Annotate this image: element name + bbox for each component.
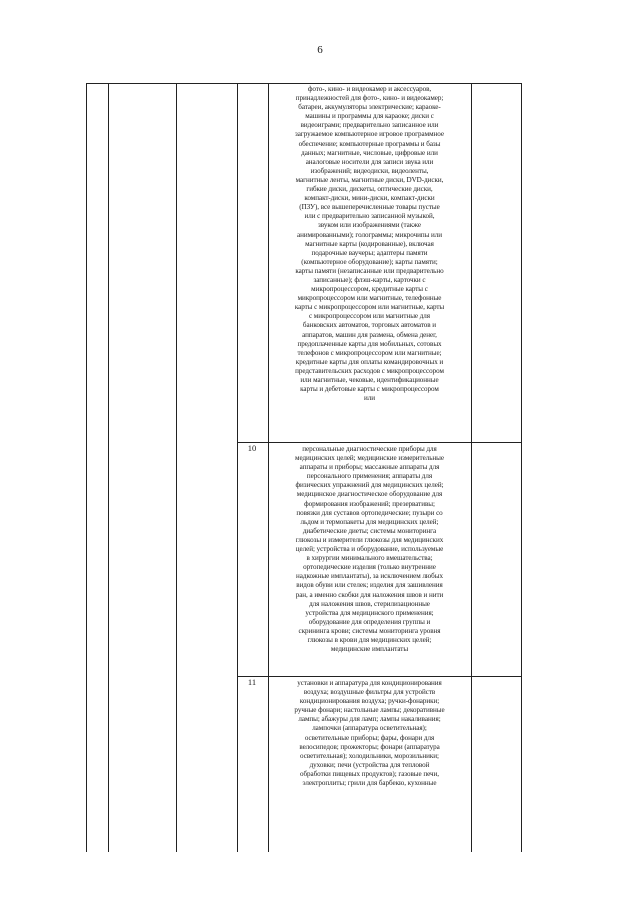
- text-line: подарочные ваучеры; адаптеры памяти: [311, 248, 428, 257]
- text-line: ран, а именно скобки для наложения швов и нити: [295, 590, 444, 599]
- text-line: ортопедические изделия (только внутренние: [303, 563, 436, 572]
- text-line: диабетические диеты; системы мониторинга: [302, 526, 437, 535]
- column-divider: [108, 84, 109, 852]
- column-divider: [176, 84, 177, 852]
- text-line: или с предварительно записанной музыкой,: [304, 212, 435, 221]
- text-line: или: [364, 394, 375, 403]
- text-line: представительских расходов с микропроцессором: [295, 366, 444, 375]
- text-line: магнитные ленты, магнитные диски, DVD-диски,: [295, 175, 444, 184]
- text-line: звуком или изображениями (также: [318, 221, 421, 230]
- text-line: анимированными); голограммы; микрочипы или: [296, 230, 443, 239]
- text-line: установки и аппаратура для кондиционирования: [297, 679, 442, 687]
- text-line: формирования изображений; презервативы;: [304, 499, 435, 508]
- text-line: карты с микропроцессором или магнитные, карты: [294, 303, 445, 312]
- text-line: телефонов с микропроцессором или магнитные;: [297, 348, 442, 357]
- text-line: магнитные карты (кодированные), включая: [305, 239, 434, 248]
- goods-description: [268, 85, 471, 403]
- text-line: кондиционирования воздуха; ручки-фонарики;: [299, 697, 440, 706]
- class-number: 10: [247, 443, 257, 453]
- text-line: медицинское диагностическое оборудование для: [296, 490, 443, 499]
- text-line: аппаратов, машин для размена, обмена денег,: [302, 330, 437, 339]
- text-line: осветительные приборы; фары, фонари для: [304, 733, 435, 742]
- text-line: устройства для медицинского применения;: [305, 608, 434, 617]
- text-line: видов обуви или стелек; изделия для зашивления: [296, 581, 443, 590]
- page-number: 6: [317, 44, 323, 56]
- text-line: батареи, аккумуляторы электрические; караоке-: [298, 103, 441, 112]
- text-line: повязки для суставов ортопедические; пузыри со: [296, 508, 443, 517]
- text-line: ручные фонари; настольные лампы; декоративные: [294, 706, 445, 715]
- text-line: глюкозы и измерители глюкозы для медицинских: [295, 535, 444, 544]
- text-line: обработки пищевых продуктов); газовые печи,: [299, 769, 440, 778]
- text-line: надкожные имплантаты), за исключением любых: [296, 572, 443, 581]
- column-divider: [237, 84, 238, 852]
- text-line: предоплаченные карты для мобильных, сотовых: [297, 339, 442, 348]
- text-line: в хирургии минимального вмешательства;: [306, 554, 433, 563]
- goods-description: [268, 445, 471, 654]
- classification-table: [86, 83, 522, 852]
- text-line: духовки; печи (устройства для тепловой: [309, 760, 430, 769]
- text-line: компакт-диски, мини-диски, компакт-диски: [304, 194, 435, 203]
- text-line: данных; магнитные, числовые, цифровые или: [301, 148, 438, 157]
- row-divider: [237, 676, 521, 677]
- text-line: фото-, кино- и видеокамер и аксессуаров,: [307, 85, 432, 93]
- text-line: микропроцессором, кредитные карты с: [311, 285, 428, 294]
- text-line: изображений; видеодиски, видеоленты,: [310, 166, 429, 175]
- text-line: персонального применения; аппараты для: [306, 472, 433, 481]
- text-line: физических упражнений для медицинских целей;: [295, 481, 444, 490]
- text-line: загружаемое компьютерное игровое программное: [295, 130, 444, 139]
- text-line: или магнитные, чековые, идентификационные: [300, 376, 439, 384]
- text-line: (компьютерное оборудование); карты памяти;: [301, 257, 438, 266]
- text-line: кредитные карты для оплаты командировочных и: [295, 357, 444, 366]
- text-line: (ПЗУ), все вышеперечисленные товары пустые: [299, 203, 440, 212]
- text-line: льдом и термопакеты для медицинских целей;: [300, 517, 439, 526]
- text-line: персональные диагностические приборы для: [302, 445, 437, 453]
- text-line: микропроцессором или магнитные, телефонные: [297, 294, 442, 303]
- text-line: аналоговые носители для записи звука или: [305, 157, 434, 166]
- text-line: карты памяти (незаписанные или предварительно: [295, 266, 444, 275]
- goods-description: [268, 679, 471, 788]
- text-line: велосипедов; прожекторы; фонари (аппаратура: [299, 742, 440, 751]
- text-line: банковских автоматов, торговых автоматов и: [302, 321, 437, 330]
- text-line: медицинские имплантаты: [330, 645, 409, 654]
- text-line: осветительная); холодильники, морозильники;: [300, 751, 439, 760]
- text-line: записанные); флэш-карты, карточки с: [313, 275, 426, 284]
- text-line: аппараты и приборы; массажные аппараты для: [299, 463, 440, 472]
- text-line: для наложения швов, стерилизационные: [309, 599, 430, 608]
- row-divider: [237, 442, 521, 443]
- text-line: оборудование для определения группы и: [308, 617, 431, 626]
- text-line: лампы; абажуры для ламп; лампы накаливания;: [298, 715, 441, 724]
- text-line: целей; устройства и оборудование, используемые: [295, 545, 444, 554]
- text-line: с микропроцессором или магнитные для: [308, 312, 431, 321]
- column-divider: [471, 84, 472, 852]
- text-line: карты и дебетовые карты с микропроцессором: [300, 385, 439, 394]
- text-line: воздуха; воздушные фильтры для устройств: [303, 688, 436, 697]
- text-line: обеспечение; компьютерные программы и базы: [298, 139, 441, 148]
- text-line: глюкозы в крови для медицинских целей;: [307, 635, 432, 644]
- text-line: медицинских целей; медицинские измерительные: [295, 454, 444, 463]
- text-line: гибкие диски, дискеты, оптические диски,: [306, 185, 433, 194]
- text-line: лампочки (аппаратура осветительная);: [312, 724, 427, 733]
- text-line: видеоиграми; предварительно записанное или: [300, 121, 439, 130]
- text-line: принадлежностей для фото-, кино- и видеокамер;: [295, 94, 444, 103]
- text-line: скрининга крови; системы мониторинга уровня: [298, 626, 441, 635]
- text-line: машины и программы для караоке; диски с: [305, 112, 434, 121]
- text-line: электроплиты; грили для барбекю, кухонные: [302, 779, 437, 788]
- class-number: 11: [247, 677, 257, 687]
